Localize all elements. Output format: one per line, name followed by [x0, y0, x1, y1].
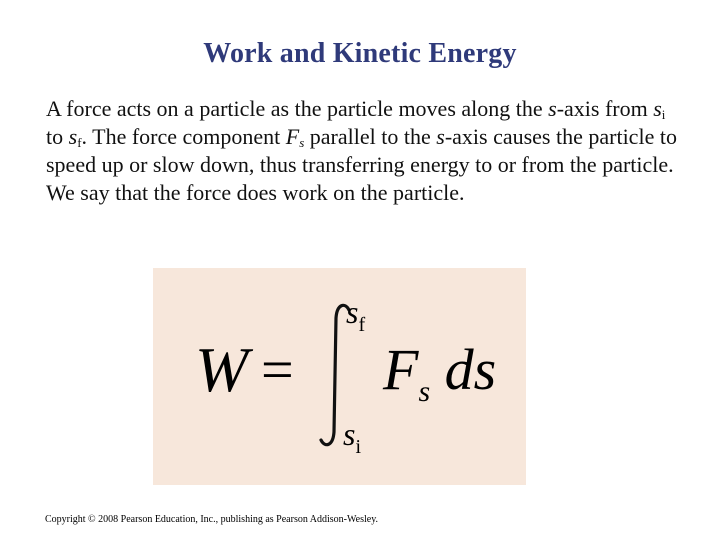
text-segment: -axis from	[556, 96, 654, 121]
body-paragraph	[46, 95, 686, 207]
lower-limit-variable: s	[343, 416, 356, 452]
equation-differential: ds	[430, 337, 497, 402]
text-segment: parallel to the	[304, 124, 437, 149]
text-segment: to	[46, 124, 69, 149]
upper-limit-subscript: f	[358, 314, 366, 336]
integral-lower-limit	[343, 416, 362, 458]
upper-limit-variable: s	[346, 294, 359, 330]
s-final-variable: s	[68, 124, 78, 149]
equation-integrand	[383, 337, 497, 408]
s-final-subscript: f	[77, 135, 82, 150]
equation-equals: =	[261, 337, 294, 402]
slide-title: Work and Kinetic Energy	[203, 38, 517, 69]
force-subscript: s	[299, 135, 305, 150]
integral-upper-limit	[346, 294, 366, 336]
force-variable: F	[285, 124, 300, 149]
equation-image	[153, 268, 526, 485]
s-variable: s	[548, 96, 557, 121]
copyright-notice: Copyright © 2008 Pearson Education, Inc., publishing as Pearson Addison-Wesley.	[45, 514, 379, 525]
s-variable: s	[436, 124, 445, 149]
text-segment: . The force component	[81, 124, 286, 149]
integrand-variable: F	[383, 337, 419, 402]
s-initial-subscript: i	[661, 107, 666, 122]
text-segment: -axis causes the particle to speed up or slow down, thus transferring energy to or from the particle. We say that the force does work on the particle.	[46, 124, 677, 205]
integrand-subscript: s	[418, 375, 431, 408]
s-initial-variable: s	[653, 96, 662, 121]
lower-limit-subscript: i	[355, 436, 362, 458]
equation-lhs: W	[195, 334, 249, 405]
text-segment: A force acts on a particle as the particle moves along the	[46, 96, 549, 121]
